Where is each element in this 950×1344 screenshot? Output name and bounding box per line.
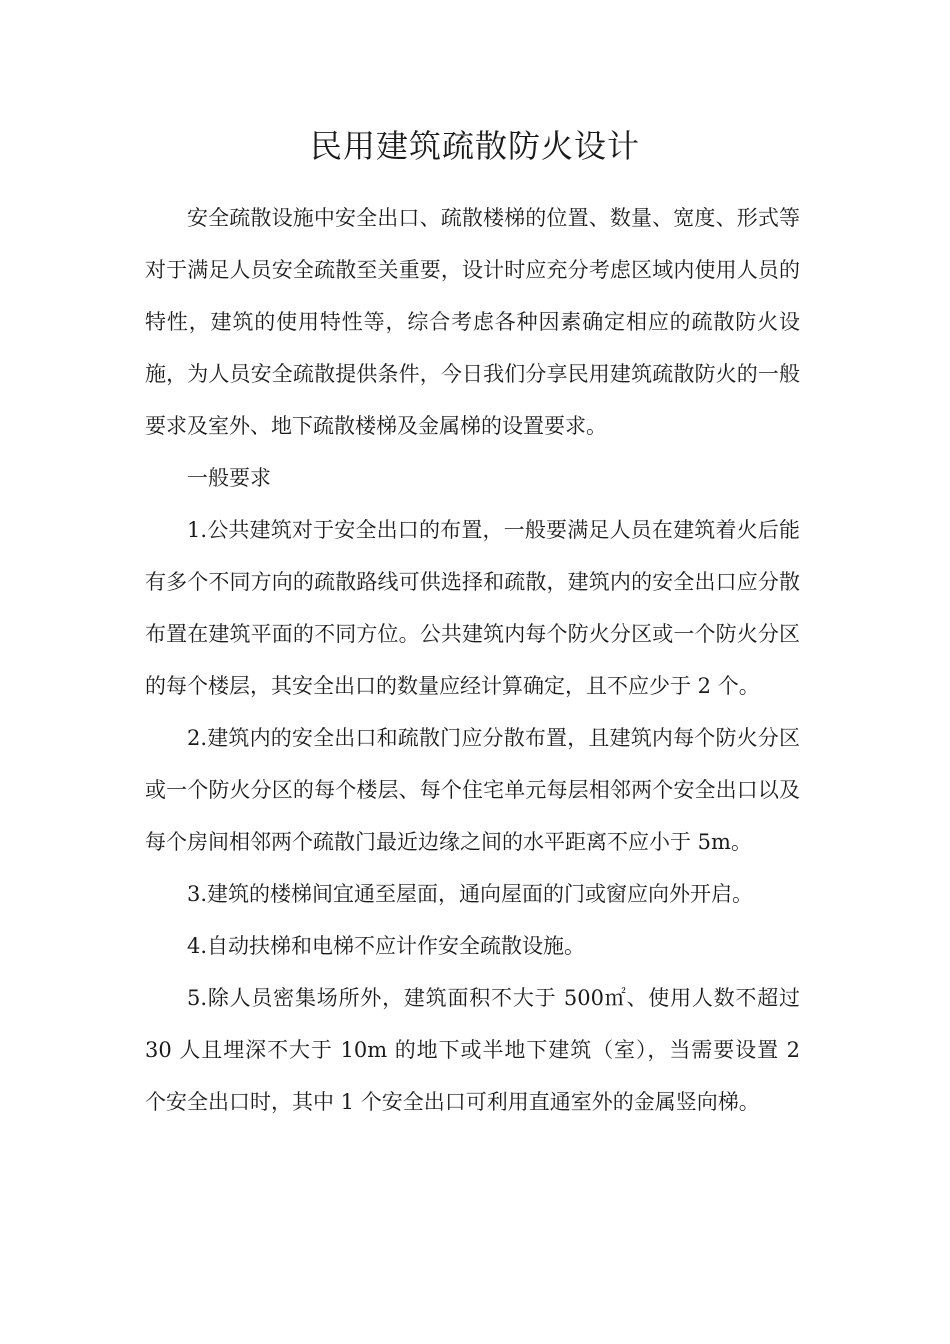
paragraph-item-2: 2.建筑内的安全出口和疏散门应分散布置，且建筑内每个防火分区或一个防火分区的每个楼层、每个住宅单元每层相邻两个安全出口以及每个房间相邻两个疏散门最近边缘之间的水平距离不应小于 5m。	[145, 726, 800, 854]
document-body	[145, 192, 800, 1128]
paragraph-item-5: 5.除人员密集场所外，建筑面积不大于 500㎡、使用人数不超过 30 人且埋深不大于 10m 的地下或半地下建筑（室），当需要设置 2 个安全出口时，其中 1 个安全出口可利用直通室外的金属竖向梯。	[145, 986, 800, 1114]
paragraph-intro: 安全疏散设施中安全出口、疏散楼梯的位置、数量、宽度、形式等对于满足人员安全疏散至关重要，设计时应充分考虑区域内使用人员的特性，建筑的使用特性等，综合考虑各种因素确定相应的疏散防火设施，为人员安全疏散提供条件，今日我们分享民用建筑疏散防火的一般要求及室外、地下疏散楼梯及金属梯的设置要求。	[145, 206, 800, 438]
paragraph-item-3: 3.建筑的楼梯间宜通至屋面，通向屋面的门或窗应向外开启。	[187, 882, 754, 906]
section-heading-general: 一般要求	[187, 466, 271, 490]
paragraph-item-1: 1.公共建筑对于安全出口的布置，一般要满足人员在建筑着火后能有多个不同方向的疏散路线可供选择和疏散，建筑内的安全出口应分散布置在建筑平面的不同方位。公共建筑内每个防火分区或一个防火分区的每个楼层，其安全出口的数量应经计算确定，且不应少于 2 个。	[145, 518, 800, 698]
paragraph-item-4: 4.自动扶梯和电梯不应计作安全疏散设施。	[187, 934, 586, 958]
document-title: 民用建筑疏散防火设计	[309, 127, 640, 165]
